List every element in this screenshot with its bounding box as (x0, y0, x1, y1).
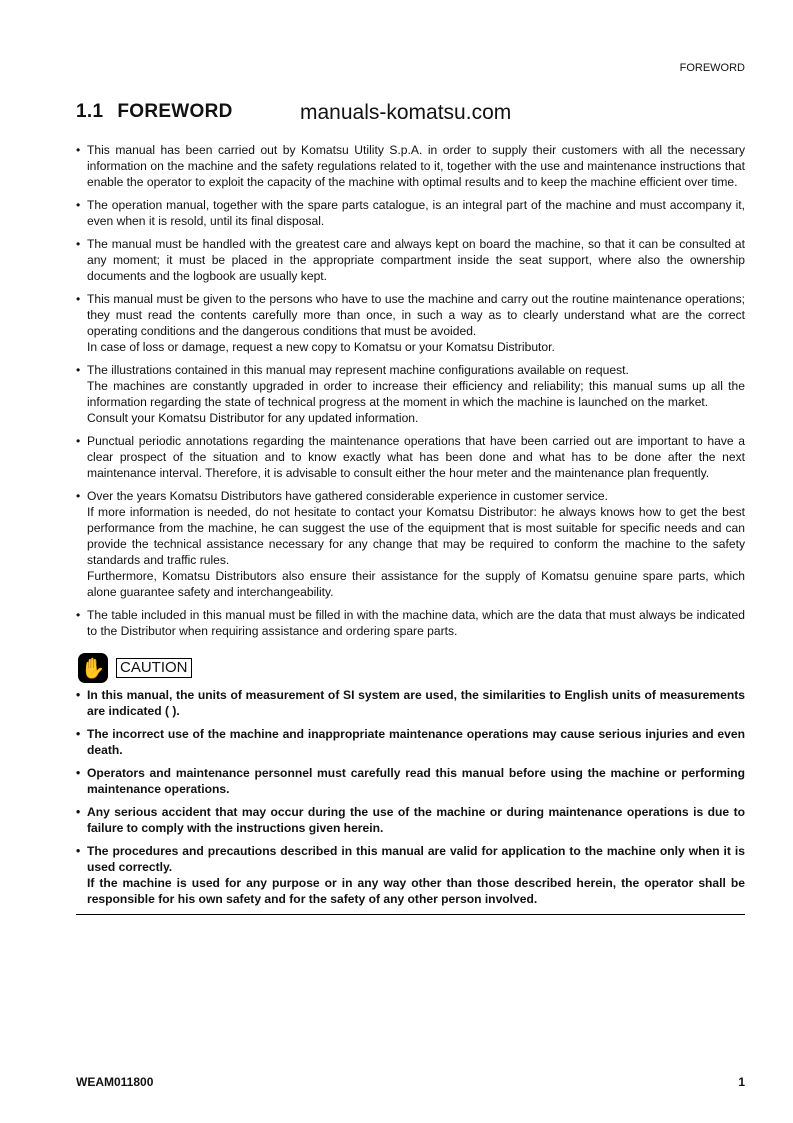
list-item (76, 362, 745, 426)
list-item (76, 236, 745, 284)
paragraph: • The procedures and precautions described in this manual are valid for application to the machine only when it is used correctly. (87, 844, 745, 874)
caution-item (76, 843, 745, 907)
running-header: FOREWORD (679, 62, 745, 74)
watermark: manuals-komatsu.com (300, 101, 512, 124)
paragraph: If more information is needed, do not hesitate to contact your Komatsu Distributor: he always knows how to get the best performance from the machine, he can suggest the use of the equipment that is most suitable for specific needs and can provide the technical assistance necessary for any change that may be required to conform the machine to the safety standards and traffic rules. (87, 505, 745, 567)
caution-list (76, 687, 745, 907)
caution-item (76, 726, 745, 758)
body-content (76, 142, 745, 915)
caution-label: CAUTION (116, 658, 192, 678)
paragraph: If the machine is used for any purpose or in any way other than those described herein, the operator shall be responsible for his own safety and for the safety of any other person involved. (87, 876, 745, 906)
divider (76, 914, 745, 915)
paragraph: • Punctual periodic annotations regarding the maintenance operations that have been carried out are important to have a clear prospect of the situation and to know exactly what has been done and what has to be done after the next maintenance interval. Therefore, it is advisable to consult either the hour meter and the maintenance plan frequently. (87, 434, 745, 480)
paragraph: • The manual must be handled with the greatest care and always kept on board the machine, so that it can be consulted at any moment; it must be placed in the appropriate compartment inside the seat support, where also the ownership documents and the logbook are usually kept. (87, 237, 745, 283)
paragraph: • Over the years Komatsu Distributors have gathered considerable experience in customer service. (87, 489, 608, 503)
paragraph: • The operation manual, together with the spare parts catalogue, is an integral part of the machine and must accompany it, even when it is resold, until its final disposal. (87, 198, 745, 228)
paragraph: Furthermore, Komatsu Distributors also ensure their assistance for the supply of Komatsu genuine spare parts, which alone guarantee safety and interchangeability. (87, 569, 745, 599)
section-title-text: FOREWORD (117, 101, 233, 122)
document-code: WEAM011800 (76, 1075, 154, 1089)
list-item (76, 197, 745, 229)
paragraph: • The table included in this manual must be filled in with the machine data, which are the data that must always be indicated to the Distributor when requiring assistance and ordering spare parts. (87, 608, 745, 638)
paragraph: • The illustrations contained in this manual may represent machine configurations available on request. (87, 363, 629, 377)
paragraph: • Any serious accident that may occur during the use of the machine or during maintenance operations is due to failure to comply with the instructions given herein. (87, 805, 745, 835)
paragraph: • This manual has been carried out by Komatsu Utility S.p.A. in order to supply their customers with all the necessary information on the machine and the safety regulations related to it, together with the use and maintenance instructions that enable the operator to exploit the capacity of the machine with optimal results and to keep the machine efficient over time. (87, 143, 745, 189)
page-number: 1 (738, 1075, 745, 1089)
list-item (76, 142, 745, 190)
paragraph: The machines are constantly upgraded in order to increase their efficiency and reliability; this manual sums up all the information regarding the state of technical progress at the moment in which the machine is launched on the market. (87, 379, 745, 409)
caution-header (78, 653, 745, 683)
paragraph: In case of loss or damage, request a new copy to Komatsu or your Komatsu Distributor. (87, 340, 555, 354)
section-number: 1.1 (76, 101, 104, 122)
paragraph: • This manual must be given to the persons who have to use the machine and carry out the routine maintenance operations; they must read the contents carefully more than once, in such a way as to clearly understand what are the correct operating conditions and the dangerous conditions that must be avoided. (87, 292, 745, 338)
caution-item (76, 804, 745, 836)
paragraph: Consult your Komatsu Distributor for any updated information. (87, 411, 419, 425)
list-item (76, 433, 745, 481)
list-item (76, 488, 745, 600)
paragraph: • The incorrect use of the machine and inappropriate maintenance operations may cause serious injuries and even death. (87, 727, 745, 757)
hand-stop-icon: ✋ (78, 653, 108, 683)
section-title (76, 100, 233, 124)
paragraph: • In this manual, the units of measurement of SI system are used, the similarities to English units of measurements are indicated ( ). (87, 688, 745, 718)
list-item (76, 291, 745, 355)
list-item (76, 607, 745, 639)
paragraph: • Operators and maintenance personnel must carefully read this manual before using the machine or performing maintenance operations. (87, 766, 745, 796)
foreword-list (76, 142, 745, 639)
caution-item (76, 687, 745, 719)
caution-item (76, 765, 745, 797)
